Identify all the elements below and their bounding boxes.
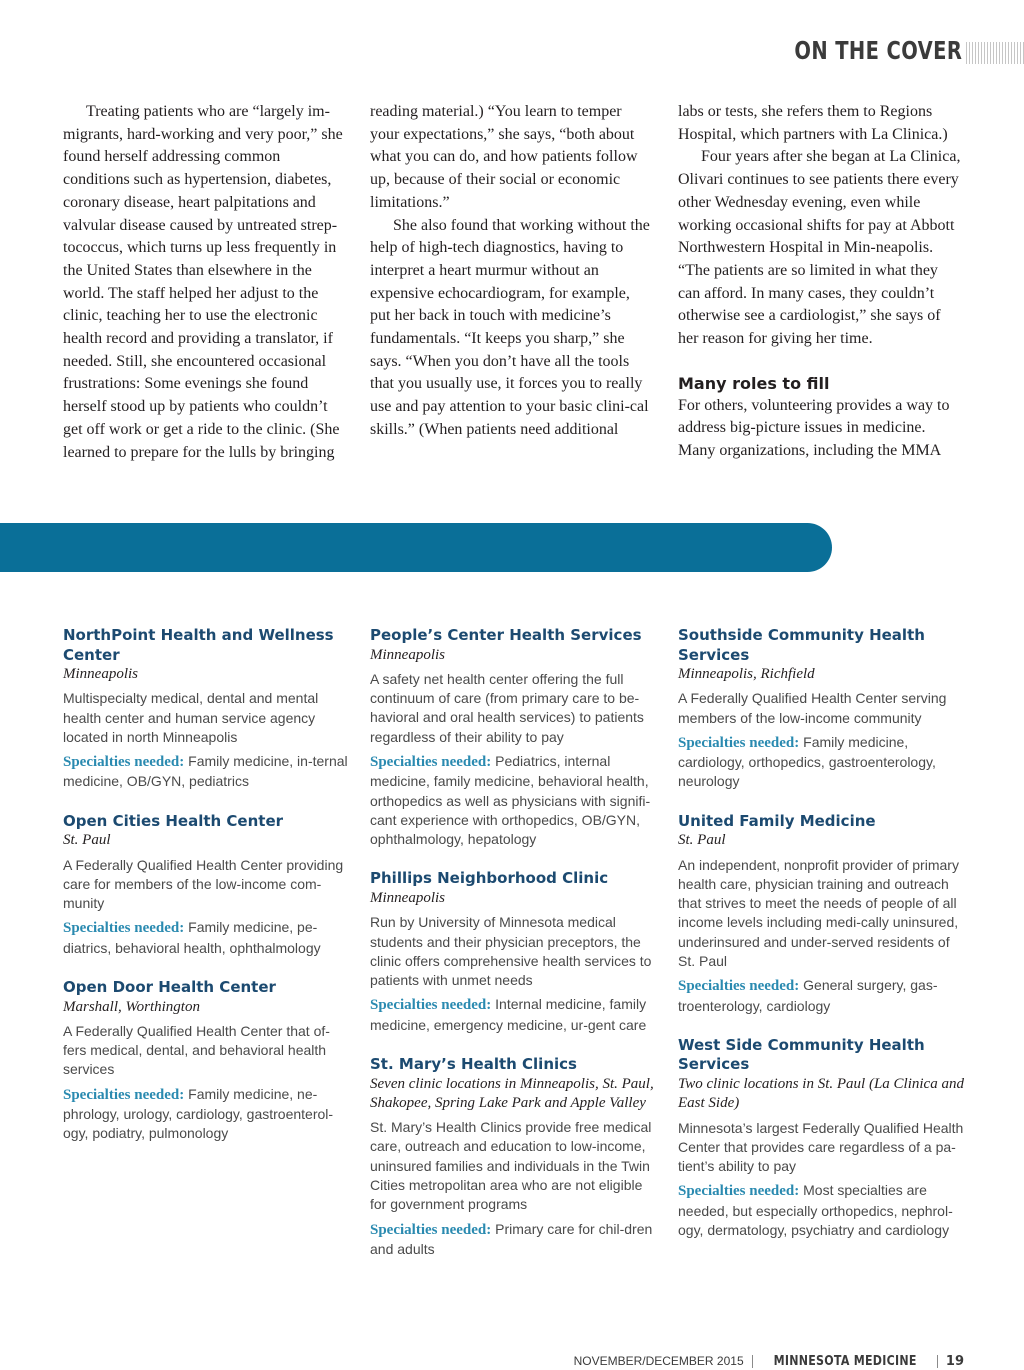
- specialties-list: General surgery, gas-troenterology, cardiology: [678, 977, 938, 1014]
- section-label-pattern: [966, 42, 1024, 64]
- specialties-list: Most specialties are needed, but especially orthopedics, nephrol-ogy, dermatology, psychiatry and cardiology: [678, 1182, 953, 1239]
- clinic-description: Run by University of Minnesota medical students and their physician preceptors, the clinic offers comprehensive health services to patients with unmet needs: [370, 914, 652, 989]
- clinic-location: Marshall, Worthington: [63, 998, 200, 1015]
- clinic-entry: [678, 812, 964, 1016]
- clinic-location: St. Paul: [63, 832, 111, 849]
- clinic-specialties: [678, 1181, 964, 1240]
- clinic-specialties: [63, 1085, 349, 1144]
- clinic-specialties: [370, 1220, 656, 1260]
- clinic-entry: [370, 1055, 656, 1259]
- clinic-name: St. Mary’s Health Clinics: [370, 1055, 577, 1074]
- specialties-label: Specialties needed:: [678, 1183, 800, 1200]
- clinic-location: Minneapolis: [63, 666, 138, 682]
- clinic-specialties: [678, 733, 964, 792]
- specialties-label: Specialties needed:: [63, 1086, 185, 1103]
- specialties-label: Specialties needed:: [370, 997, 492, 1014]
- specialties-label: Specialties needed:: [370, 1221, 492, 1238]
- clinic-specialties: [63, 918, 349, 958]
- article-column-2: [370, 101, 654, 442]
- clinic-location: Minneapolis: [370, 646, 445, 663]
- clinic-entry: [370, 869, 656, 1035]
- article-paragraph: For others, volunteering provides a way to address big-picture issues in medicine. Many organizations, including the MMA: [678, 396, 950, 460]
- clinic-name: Open Cities Health Center: [63, 811, 284, 830]
- clinic-location: Seven clinic locations in Minneapolis, St. Paul, Shakopee, Spring Lake Park and Apple Valley: [370, 1075, 654, 1111]
- specialties-label: Specialties needed:: [678, 734, 800, 751]
- specialties-label: Specialties needed:: [63, 920, 185, 937]
- clinic-specialties: [63, 752, 349, 792]
- specialties-list: Family medicine, cardiology, orthopedics, gastroenterology, neurology: [678, 733, 936, 790]
- article-paragraph: She also found that working without the help of high-tech diagnostics, having to interpret a heart murmur without an expensive echocardiogram, for example, put her back in touch with medicine’s fundamentals. “It keeps you sharp,” she says. “When you don’t have all the tools that you usually use, it forces you to really use and pay attention to your basic clini-cal skills.” (When patients need additional: [370, 216, 650, 438]
- clinic-location: Minneapolis, Richfield: [678, 666, 815, 682]
- clinic-description: A Federally Qualified Health Center providing care for members of the low-income com-munity: [63, 856, 344, 912]
- clinic-description: An independent, nonprofit provider of primary health care, physician training and outreach that strives to meet the needs of people of all income levels including medi-cally uninsured, underinsured and under-served residents of St. Paul: [678, 856, 959, 970]
- footer-divider: [752, 1355, 753, 1368]
- clinic-specialties: [370, 752, 656, 849]
- clinic-description: Minnesota’s largest Federally Qualified Health Center that provides care regardless of a pa-tient’s ability to pay: [678, 1119, 964, 1175]
- clinic-entry: [63, 626, 349, 792]
- clinic-entry: [370, 626, 656, 849]
- footer-divider: [937, 1355, 938, 1368]
- section-label: ON THE COVER: [794, 36, 962, 65]
- clinic-specialties: [370, 995, 656, 1035]
- article-paragraph: Four years after she began at La Clinica, Olivari continues to see patients there every other Wednesday evening, even while working occasional shifts for pay at Abbott Northwestern Hospital in Min-neapolis. “The patients are so limited in what they can afford. In many cases, they couldn’t otherwise see a cardiologist,” she says of her reason for giving her time.: [678, 148, 961, 348]
- specialties-list: Family medicine, pe-diatrics, behavioral health, ophthalmology: [63, 919, 321, 956]
- clinic-list-column-2: [370, 626, 656, 1279]
- clinic-description: St. Mary’s Health Clinics provide free medical care, outreach and education to low-income, uninsured families and individuals in the Twin Cities metropolitan area who are not eligible for government programs: [370, 1119, 652, 1213]
- clinic-specialties: [678, 976, 964, 1016]
- clinic-location: Minneapolis: [370, 889, 445, 906]
- clinic-name: Open Door Health Center: [63, 978, 276, 997]
- clinic-entry: [678, 626, 964, 792]
- clinic-location: Two clinic locations in St. Paul (La Clinica and East Side): [678, 1075, 964, 1112]
- clinic-list-column-3: [678, 626, 964, 1260]
- article-subhead: Many roles to fill: [678, 373, 830, 393]
- section-banner: [0, 523, 832, 572]
- article-column-1: [63, 101, 347, 464]
- clinic-entry: [63, 812, 349, 958]
- clinic-list-column-1: [63, 626, 349, 1164]
- clinic-name: United Family Medicine: [678, 811, 876, 830]
- clinic-name: NorthPoint Health and Wellness Center: [63, 626, 334, 664]
- clinic-entry: [63, 978, 349, 1144]
- article-paragraph: reading material.) “You learn to temper your expectations,” she says, “both about what you can do, and how patients follow up, because of their social or economic limitations.”: [370, 103, 638, 211]
- clinic-description: A Federally Qualified Health Center serving members of the low-income community: [678, 690, 947, 726]
- specialties-label: Specialties needed:: [370, 753, 492, 770]
- magazine-name: MINNESOTA MEDICINE: [773, 1353, 917, 1369]
- clinic-name: Southside Community Health Services: [678, 626, 925, 664]
- clinic-description: A Federally Qualified Health Center that of-fers medical, dental, and behavioral health services: [63, 1022, 330, 1078]
- article-column-3: [678, 101, 962, 463]
- page-number: 19: [945, 1353, 964, 1369]
- clinic-description: Multispecialty medical, dental and mental health center and human service agency located in north Minneapolis: [63, 690, 319, 745]
- specialties-list: Family medicine, ne-phrology, urology, cardiology, gastroenterol-ogy, podiatry, pulmonology: [63, 1085, 334, 1142]
- page-footer: [574, 1353, 964, 1369]
- specialties-label: Specialties needed:: [678, 978, 800, 995]
- specialties-list: Internal medicine, family medicine, emergency medicine, ur-gent care: [370, 996, 647, 1033]
- issue-date: NOVEMBER/DECEMBER 2015: [573, 1354, 744, 1368]
- clinic-name: West Side Community Health Services: [678, 1035, 925, 1074]
- clinic-name: Phillips Neighborhood Clinic: [370, 869, 609, 888]
- clinic-entry: [678, 1036, 964, 1240]
- specialties-list: Family medicine, in-ternal medicine, OB/GYN, pediatrics: [63, 753, 348, 790]
- specialties-list: Primary care for chil-dren and adults: [370, 1220, 653, 1257]
- article-paragraph: Treating patients who are “largely im-migrants, hard-working and very poor,” she found herself addressing common conditions such as hypertension, diabetes, coronary disease, heart palpitations and valvular disease caused by untreated strep-tococcus, which turns up less frequently in the United States than elsewhere in the world. The staff helped her adjust to the clinic, teaching her to use the electronic health record and providing a translator, if needed. Still, she encountered occasional frustrations: Some evenings she found herself stood up by patients who couldn’t get off work or get a ride to the clinic. (She learned to prepare for the lulls by bringing: [63, 103, 343, 461]
- specialties-list: Pediatrics, internal medicine, family medicine, behavioral health, orthopedics as well as physicians with signifi-cant experience with orthopedics, OB/GYN, ophthalmology, hepatology: [370, 752, 651, 848]
- clinic-name: People’s Center Health Services: [370, 626, 642, 644]
- clinic-location: St. Paul: [678, 832, 726, 849]
- clinic-description: A safety net health center offering the full continuum of care (from primary care to be-havioral and oral health services) to patients regardless of their ability to pay: [370, 670, 644, 745]
- specialties-label: Specialties needed:: [63, 754, 185, 771]
- article-paragraph: labs or tests, she refers them to Regions Hospital, which partners with La Clinica.): [678, 103, 948, 143]
